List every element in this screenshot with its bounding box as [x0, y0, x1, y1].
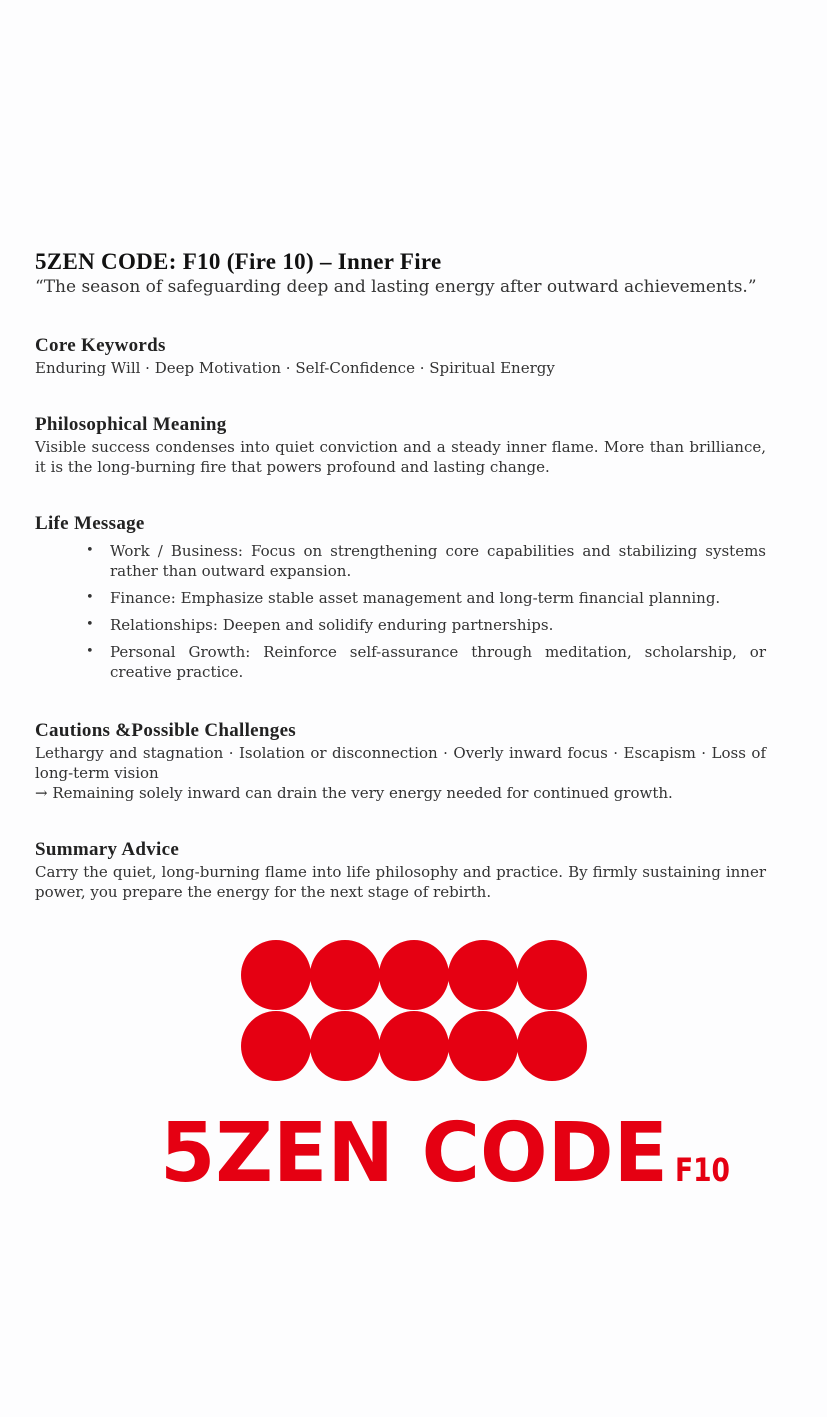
logo-wordmark: 5ZEN CODE — [160, 1106, 668, 1201]
summary-text: Carry the quiet, long-burning flame into life philosophy and practice. By firmly sustaining inner power, you prepare the energy for the next stage of rebirth. — [35, 863, 766, 901]
bullet-text: Work / Business: Focus on strengthening core capabilities and stabilizing systems rather than outward expansion. — [110, 542, 766, 580]
philosophy-section — [35, 414, 766, 477]
bullet-text: Personal Growth: Reinforce self-assurance through meditation, scholarship, or creative practice. — [110, 643, 766, 681]
logo-graphic — [0, 935, 827, 1205]
philosophy-text: Visible success condenses into quiet conviction and a steady inner flame. More than brilliance, it is the long-burning fire that powers profound and lasting change. — [35, 438, 766, 476]
logo-code: F10 — [675, 1151, 730, 1189]
logo-dot — [379, 940, 449, 1010]
page-title: 5ZEN CODE: F10 (Fire 10) – Inner Fire — [35, 249, 442, 274]
document-content — [35, 248, 766, 938]
cautions-text: Lethargy and stagnation · Isolation or disconnection · Overly inward focus · Escapism · Loss of long-term vision — [35, 744, 766, 782]
list-item — [86, 541, 766, 581]
cautions-note: → Remaining solely inward can drain the very energy needed for continued growth. — [35, 784, 673, 802]
bullet-text: Finance: Emphasize stable asset management and long-term financial planning. — [110, 589, 721, 607]
page-subtitle: “The season of safeguarding deep and lasting energy after outward achievements.” — [35, 277, 757, 297]
bullet-icon: • — [86, 543, 94, 558]
list-item — [86, 615, 766, 635]
keywords-text: Enduring Will · Deep Motivation · Self-Confidence · Spiritual Energy — [35, 359, 555, 377]
logo-dot — [310, 940, 380, 1010]
logo-dot — [379, 1011, 449, 1081]
cautions-heading: Cautions &Possible Challenges — [35, 720, 297, 741]
keywords-heading: Core Keywords — [35, 335, 166, 356]
bullet-icon: • — [86, 590, 94, 605]
summary-section — [35, 839, 766, 902]
logo-dot — [448, 1011, 518, 1081]
cautions-section — [35, 720, 766, 803]
keywords-section — [35, 335, 766, 378]
logo-dot — [517, 1011, 587, 1081]
bullet-text: Relationships: Deepen and solidify enduring partnerships. — [110, 616, 554, 634]
logo-dot — [448, 940, 518, 1010]
bullet-icon: • — [86, 644, 94, 659]
logo-dot — [517, 940, 587, 1010]
summary-heading: Summary Advice — [35, 839, 180, 860]
logo-dot-grid — [241, 940, 587, 1081]
life-heading: Life Message — [35, 513, 145, 534]
logo-dot — [241, 1011, 311, 1081]
logo-dot — [241, 940, 311, 1010]
list-item — [86, 588, 766, 608]
list-item — [86, 642, 766, 682]
life-bullet-list — [35, 541, 766, 682]
bullet-icon: • — [86, 617, 94, 632]
philosophy-heading: Philosophical Meaning — [35, 414, 227, 435]
life-section — [35, 513, 766, 682]
logo-dot — [310, 1011, 380, 1081]
5zen-logo — [0, 935, 827, 1205]
